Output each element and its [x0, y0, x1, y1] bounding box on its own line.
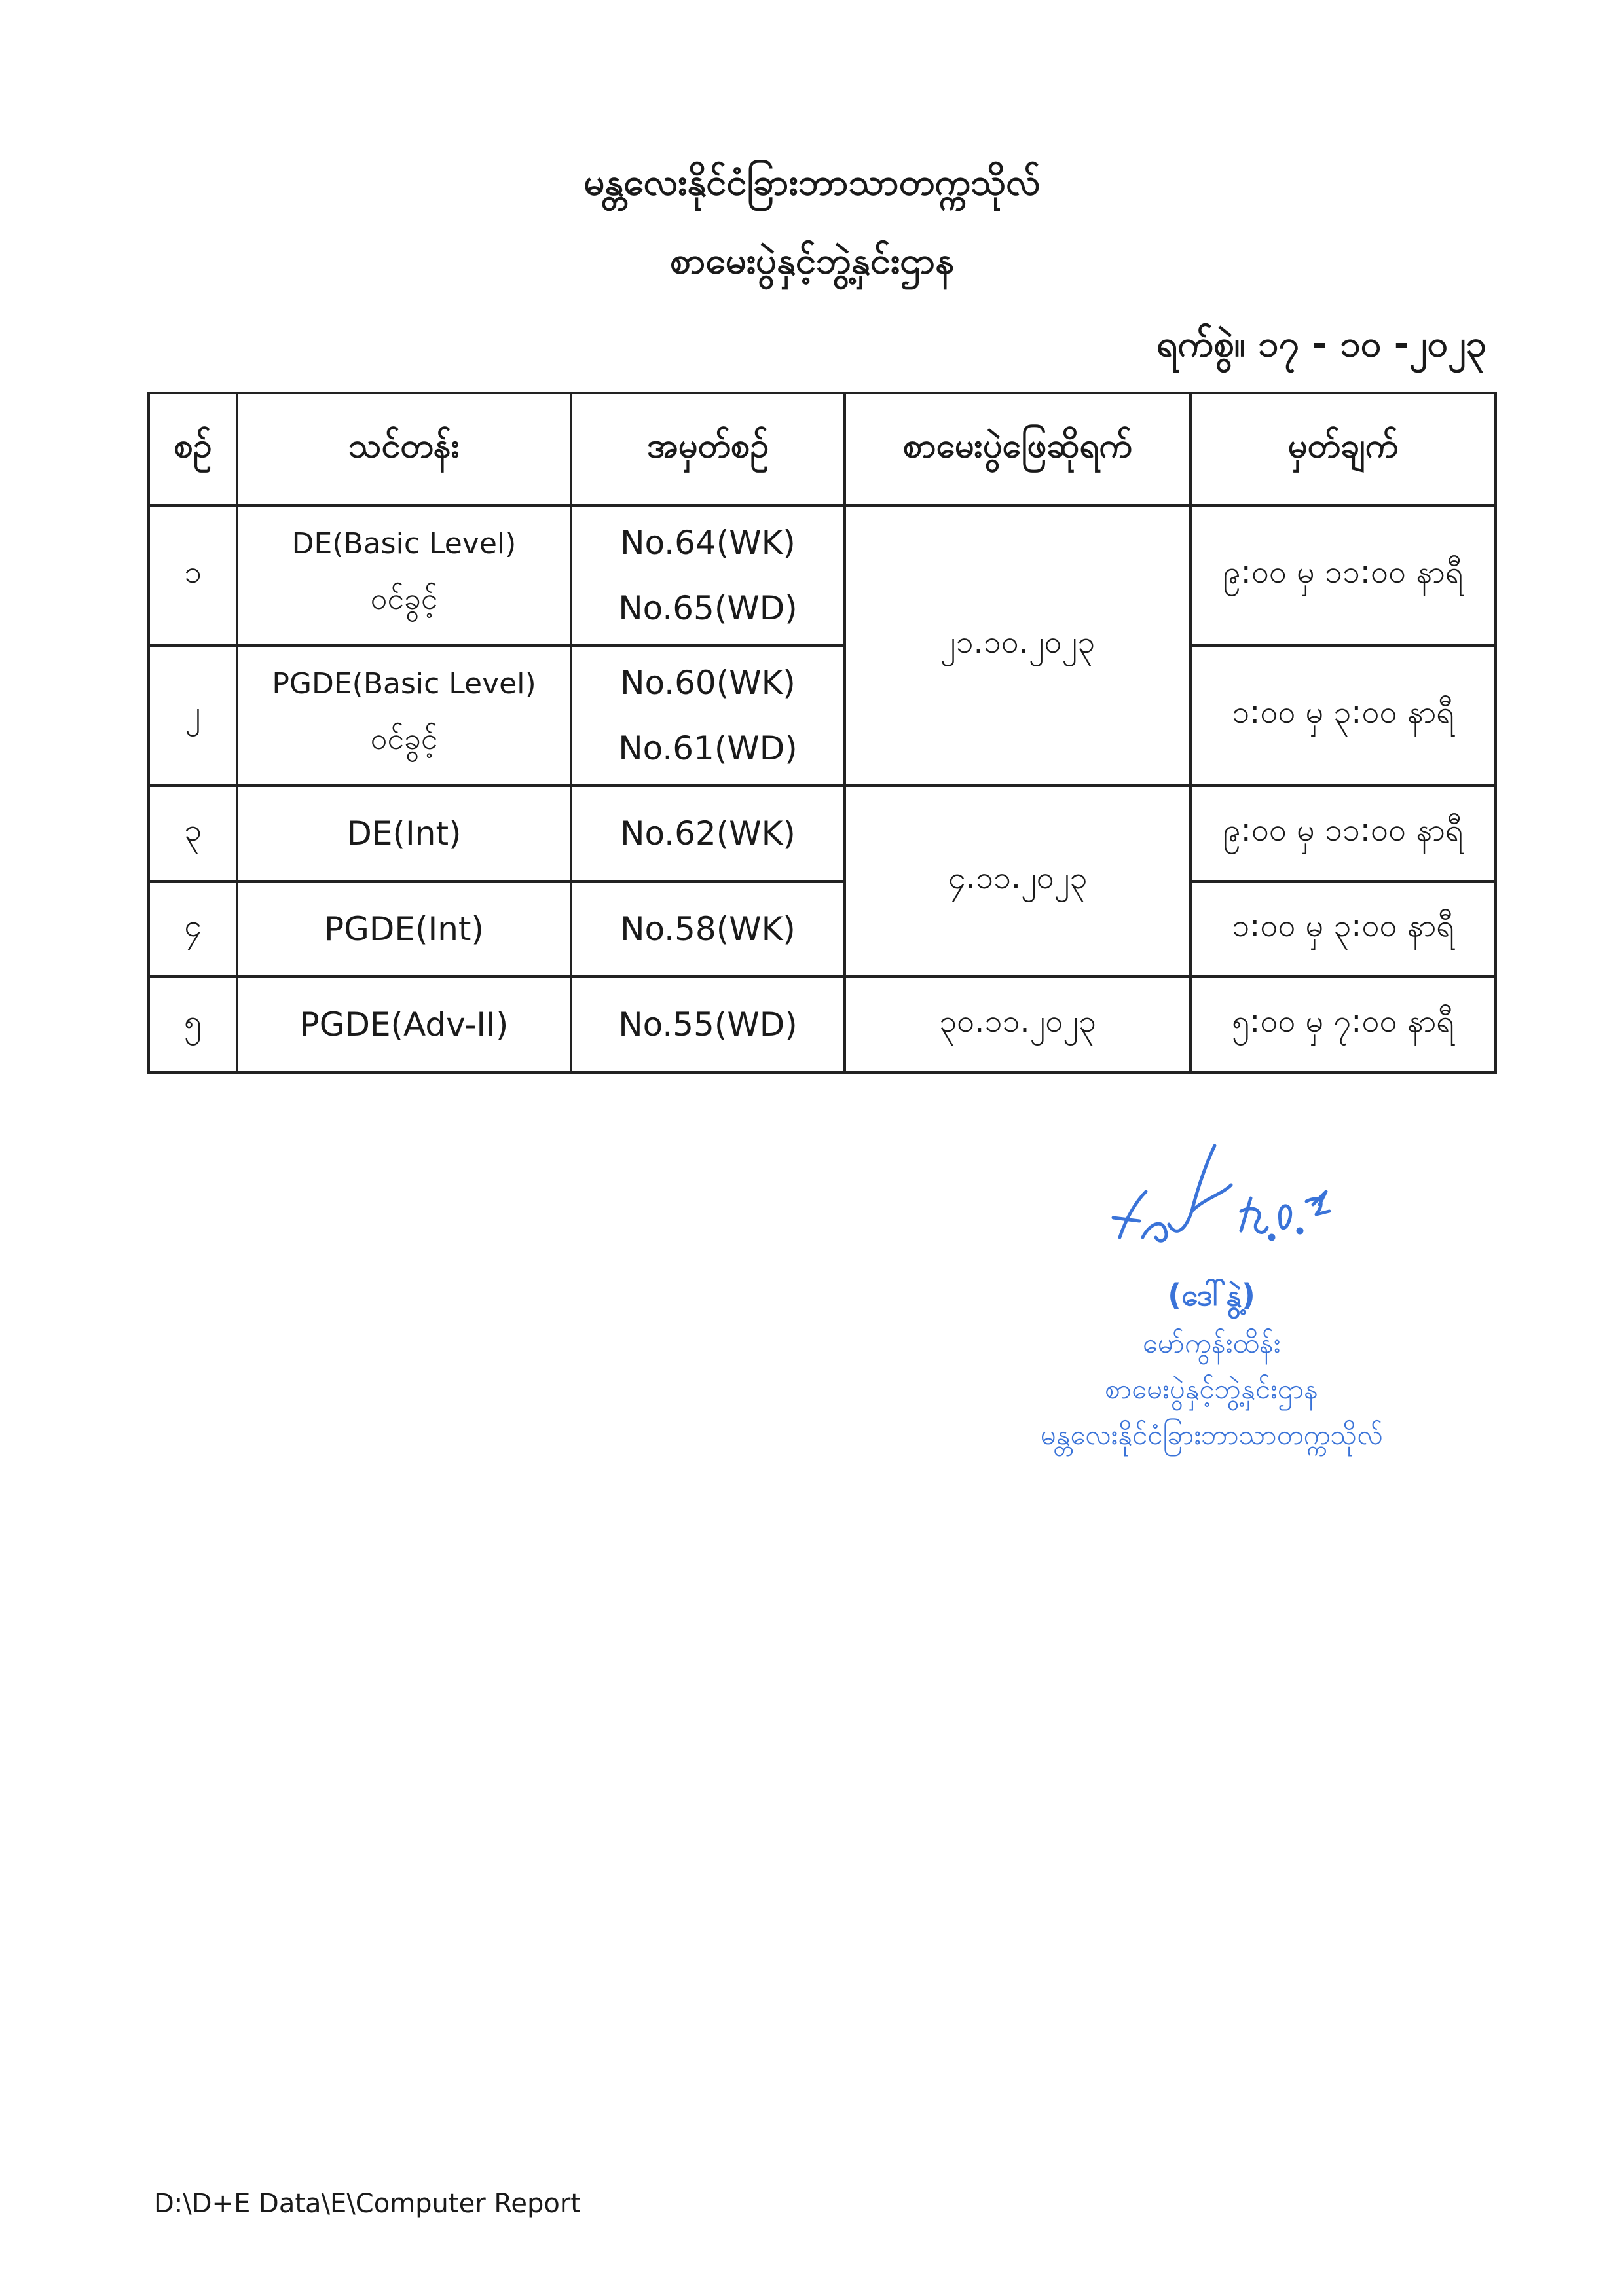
row-time-remark: ၁:၀၀ မှ ၃:၀၀ နာရီ	[1190, 881, 1496, 977]
row-roll-numbers	[571, 505, 845, 646]
roll-number: No.55(WD)	[618, 1006, 798, 1044]
table-row	[149, 786, 1496, 881]
row-time-remark: ၅:၀၀ မှ ၇:၀၀ နာရီ	[1190, 977, 1496, 1072]
row-serial: ၃	[149, 786, 237, 881]
row-serial: ၂	[149, 646, 237, 786]
table-row	[149, 646, 1496, 786]
row-roll-numbers	[571, 977, 845, 1072]
department-title: စာမေးပွဲနှင့်ဘွဲ့နှင်းဌာန	[669, 240, 955, 282]
roll-number: No.58(WK)	[620, 910, 796, 948]
roll-number: No.60(WK)	[620, 664, 796, 702]
row-time-remark: ၁:၀၀ မှ ၃:၀၀ နာရီ	[1190, 646, 1496, 786]
row-roll-numbers	[571, 646, 845, 786]
header-serial: စဉ်	[149, 393, 237, 505]
row-course	[237, 646, 571, 786]
header-exam-date: စာမေးပွဲဖြေဆိုရက်	[845, 393, 1190, 505]
table-header-row	[149, 393, 1496, 505]
table-row	[149, 505, 1496, 646]
roll-number: No.62(WK)	[620, 814, 796, 852]
header-course: သင်တန်း	[237, 393, 571, 505]
document-date: ရက်စွဲ။ ၁၇ - ၁၀ -၂၀၂၃	[1156, 323, 1486, 365]
signatory-university: မန္တလေးနိုင်ငံခြားဘာသာတက္ကသိုလ်	[1040, 1419, 1383, 1451]
row-course	[237, 977, 571, 1072]
exam-date-cell: ၃၀.၁၁.၂၀၂၃	[845, 977, 1190, 1072]
course-name: PGDE(Int)	[323, 910, 485, 948]
course-name: DE(Int)	[346, 814, 462, 852]
table-row	[149, 881, 1496, 977]
row-serial: ၄	[149, 881, 237, 977]
handwritten-signature	[1100, 1139, 1336, 1264]
row-serial: ၅	[149, 977, 237, 1072]
course-name: DE(Basic Level)	[291, 527, 517, 560]
row-serial: ၁	[149, 505, 237, 646]
university-title: မန္တလေးနိုင်ငံခြားဘာသာတက္ကသိုလ်	[583, 161, 1041, 204]
roll-number: No.61(WD)	[618, 729, 798, 767]
roll-number: No.65(WD)	[618, 589, 798, 627]
signatory-department: စာမေးပွဲနှင့်ဘွဲ့နှင်းဌာန	[1105, 1373, 1318, 1405]
roll-number: No.64(WK)	[620, 524, 796, 562]
row-roll-numbers	[571, 786, 845, 881]
header-remarks: မှတ်ချက်	[1190, 393, 1496, 505]
course-subtitle: ဝင်ခွင့်	[370, 581, 438, 616]
exam-date-cell: ၂၁.၁၀.၂၀၂၃	[845, 505, 1190, 786]
table-row	[149, 977, 1496, 1072]
row-course	[237, 505, 571, 646]
row-course	[237, 786, 571, 881]
exam-date-cell: ၄.၁၁.၂၀၂၃	[845, 786, 1190, 977]
course-name: PGDE(Adv-II)	[299, 1006, 509, 1044]
course-name: PGDE(Basic Level)	[272, 667, 536, 701]
course-subtitle: ဝင်ခွင့်	[370, 721, 438, 756]
row-time-remark: ၉:၀၀ မှ ၁၁:၀၀ နာရီ	[1190, 505, 1496, 646]
exam-schedule-table	[147, 392, 1497, 1074]
signatory-name: (ဒေါ်နွဲ့)	[1168, 1277, 1255, 1313]
row-time-remark: ၉:၀၀ မှ ၁၁:၀၀ နာရီ	[1190, 786, 1496, 881]
row-roll-numbers	[571, 881, 845, 977]
header-roll-number: အမှတ်စဉ်	[571, 393, 845, 505]
row-course	[237, 881, 571, 977]
signature-block	[917, 1139, 1506, 1493]
signatory-title: မော်ကွန်းထိန်း	[1142, 1327, 1281, 1359]
footer-file-path: D:\D+E Data\E\Computer Report	[154, 2189, 581, 2219]
